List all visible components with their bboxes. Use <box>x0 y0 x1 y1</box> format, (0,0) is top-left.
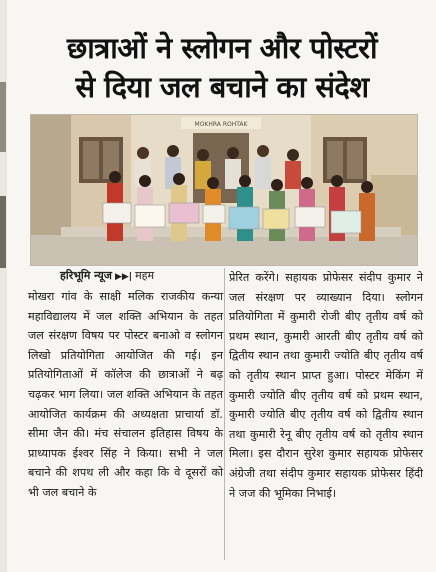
article-column-left <box>28 287 223 503</box>
article-text-left: मोखरा गांव के साक्षी मलिक राजकीय कन्या महाविद्यालय में जल शक्ति अभियान के तहत जल संरक्षण विषय पर पोस्टर बनाओ व स्लोगन लिखो प्रतियोगिता आयोजित की गई। इन प्रतियोगिताओं में कॉलेज की छात्राओं ने बढ़ चढ़कर भाग लिया। जल शक्ति अभियान के तहत आयोजित कार्यक्रम की अध्यक्षता प्राचार्या डॉ. सीमा जैन की। मंच संचालन इतिहास विषय के प्राध्यापक ईश्वर सिंह ने किया। सभी ने जल बचाने की शपथ ली और कहा कि वे दूसरों को भी जल बचाने के <box>28 290 223 499</box>
headline-line-1: छात्राओं ने स्लोगन और पोस्टरों <box>66 31 378 66</box>
adjacent-clipping-edge <box>0 0 7 572</box>
column-divider <box>224 268 225 560</box>
headline-line-2: से दिया जल बचाने का संदेश <box>75 70 369 105</box>
byline-place: महम <box>135 269 155 282</box>
headline <box>14 29 430 107</box>
adjacent-photo-fragment <box>0 196 6 268</box>
byline <box>60 267 154 285</box>
adjacent-photo-fragment <box>0 82 6 152</box>
article-column-right <box>229 268 423 503</box>
photo-banner-text: MOKHRA ROHTAK <box>194 121 248 128</box>
news-photo <box>30 114 418 266</box>
group-photo-illustration <box>31 115 417 265</box>
byline-arrow-icon: ▶▶| <box>114 272 133 282</box>
article-text-right: प्रेरित करेंगे। सहायक प्रोफेसर संदीप कुमार ने जल संरक्षण पर व्याख्यान दिया। स्लोगन प्रतियोगिता में कुमारी रोजी बीए तृतीय वर्ष को प्रथम स्थान, कुमारी आरती बीए तृतीय वर्ष को द्वितीय स्थान तथा कुमारी ज्योति बीए तृतीय वर्ष को तृतीय स्थान प्राप्त हुआ। पोस्टर मेकिंग में कुमारी ज्योति बीए तृतीय वर्ष को प्रथम स्थान, कुमारी ज्योति बीए तृतीय वर्ष को द्वितीय स्थान तथा कुमारी रेनू बीए तृतीय वर्ष को तृतीय स्थान मिला। इस दौरान सुरेश कुमार सहायक प्रोफेसर अंग्रेजी तथा संदीप कुमार सहायक प्रोफेसर हिंदी ने जज की भूमिका निभाई। <box>229 271 423 500</box>
byline-source: हरिभूमि न्यूज <box>60 269 112 282</box>
